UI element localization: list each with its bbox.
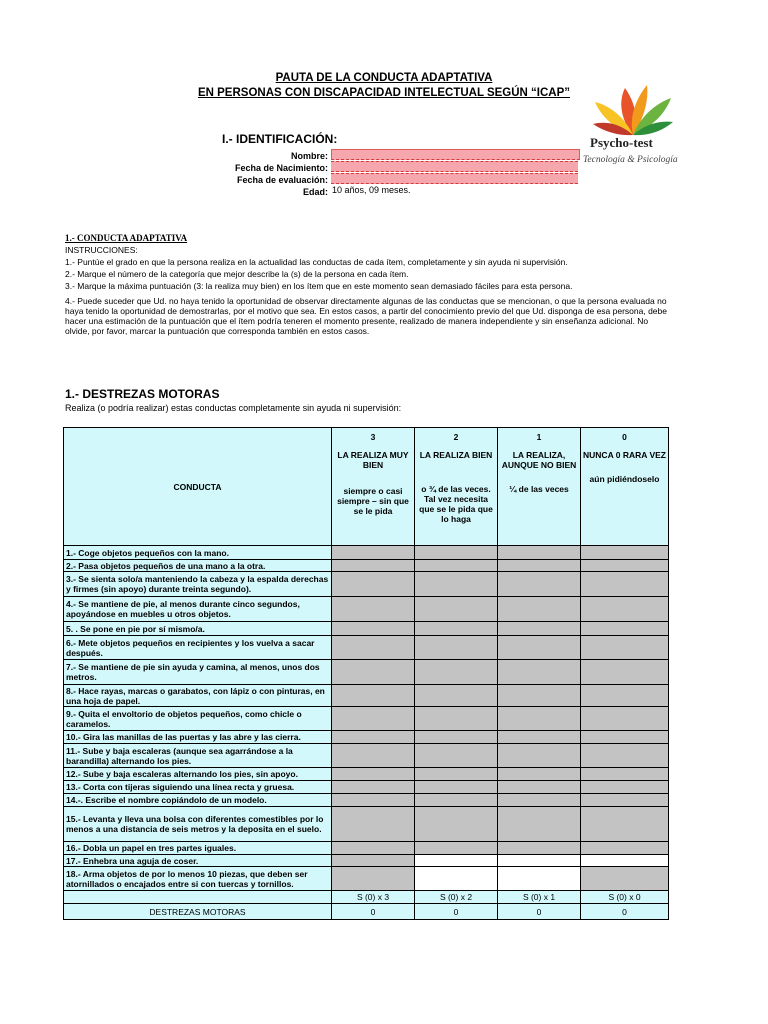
score-cell[interactable] [498, 622, 581, 636]
score-cell[interactable] [415, 744, 498, 768]
score-cell[interactable] [415, 842, 498, 855]
score-cell[interactable] [581, 546, 669, 560]
sum-row-empty [64, 891, 332, 904]
item-label: 11.- Sube y baja escaleras (aunque sea agarrándose a la barandilla) alternando los pies. [64, 744, 332, 768]
score-cell[interactable] [498, 781, 581, 794]
instructions-label: INSTRUCCIONES: [65, 245, 138, 255]
score-cell[interactable] [332, 660, 415, 685]
table-row [64, 572, 669, 597]
column-label-1: LA REALIZA, AUNQUE NO BIEN [501, 450, 577, 470]
table-row [64, 731, 669, 744]
column-header-3 [332, 428, 415, 546]
column-label-0: NUNCA 0 RARA VEZ [583, 450, 666, 460]
item-label: 4.- Se mantiene de pie, al menos durante cinco segundos, apoyándose en muebles u otros objetos. [64, 597, 332, 622]
table-row [64, 660, 669, 685]
score-cell[interactable] [581, 768, 669, 781]
sum-label: S (0) x 3 [332, 891, 415, 904]
score-cell[interactable] [581, 744, 669, 768]
item-label: 18.- Arma objetos de por lo menos 10 piezas, que deben ser atornillados o encajados entre si con tuercas y tornillos. [64, 867, 332, 891]
score-cell[interactable] [332, 768, 415, 781]
score-cell[interactable] [581, 597, 669, 622]
score-cell[interactable] [498, 867, 581, 891]
score-cell[interactable] [581, 622, 669, 636]
score-cell[interactable] [498, 636, 581, 660]
column-desc-2: o ¾ de las veces. Tal vez necesita que se le pida que lo haga [419, 484, 493, 524]
score-cell[interactable] [581, 794, 669, 807]
total-value: 0 [581, 904, 669, 920]
score-cell[interactable] [332, 685, 415, 707]
score-cell[interactable] [498, 560, 581, 572]
table-row [64, 622, 669, 636]
instruction-1: 1.- Puntúe el grado en que la persona realiza en la actualidad las conductas de cada ítem, completamente y sin ayuda ni supervisión. [65, 257, 568, 267]
item-label: 13.- Corta con tijeras siguiendo una línea recta y gruesa. [64, 781, 332, 794]
item-label: 6.- Mete objetos pequeños en recipientes y los vuelva a sacar después. [64, 636, 332, 660]
sum-label: S (0) x 0 [581, 891, 669, 904]
total-value: 0 [332, 904, 415, 920]
logo-name: Psycho-test [590, 135, 653, 150]
column-desc-0: aún pidiéndoselo [589, 474, 660, 484]
document-title-line1: PAUTA DE LA CONDUCTA ADAPTATIVA [275, 72, 493, 84]
document-title-line2: EN PERSONAS CON DISCAPACIDAD INTELECTUAL SEGÚN “ICAP” [197, 87, 571, 99]
score-cell[interactable] [581, 807, 669, 842]
score-cell[interactable] [332, 781, 415, 794]
score-cell[interactable] [332, 855, 415, 867]
evaluation-date-field[interactable] [331, 173, 578, 184]
table-row [64, 794, 669, 807]
score-cell[interactable] [332, 744, 415, 768]
score-cell[interactable] [581, 685, 669, 707]
total-label: DESTREZAS MOTORAS [64, 904, 332, 920]
total-value: 0 [498, 904, 581, 920]
score-cell[interactable] [415, 546, 498, 560]
score-cell[interactable] [415, 660, 498, 685]
item-label: 1.- Coge objetos pequeños con la mano. [64, 546, 332, 560]
table-row [64, 867, 669, 891]
column-desc-3: siempre o casi siempre – sin que se le pida [337, 486, 409, 516]
score-cell[interactable] [498, 597, 581, 622]
score-cell[interactable] [581, 731, 669, 744]
age-value: 10 años, 09 meses. [332, 185, 411, 195]
table-row [64, 597, 669, 622]
score-cell[interactable] [332, 622, 415, 636]
score-cell[interactable] [581, 781, 669, 794]
table-row [64, 707, 669, 731]
score-0: 0 [622, 432, 627, 442]
name-label: Nombre: [290, 151, 328, 161]
score-cell[interactable] [581, 842, 669, 855]
instruction-2: 2.- Marque el número de la categoría que mejor describe la (s) de la persona en cada ítem. [65, 269, 409, 279]
score-cell[interactable] [415, 560, 498, 572]
score-cell[interactable] [415, 707, 498, 731]
score-cell[interactable] [332, 794, 415, 807]
score-cell[interactable] [498, 842, 581, 855]
score-cell[interactable] [581, 572, 669, 597]
score-cell[interactable] [415, 622, 498, 636]
score-cell[interactable] [415, 572, 498, 597]
score-cell[interactable] [332, 560, 415, 572]
score-cell[interactable] [498, 794, 581, 807]
table-row [64, 768, 669, 781]
item-label: 15.- Levanta y lleva una bolsa con diferentes comestibles por lo menos a una distancia de seis metros y la deposita en el suelo. [64, 807, 332, 842]
item-label: 7.- Se mantiene de pie sin ayuda y camina, al menos, unos dos metros. [64, 660, 332, 685]
item-label: 17.- Enhebra una aguja de coser. [64, 855, 332, 867]
table-row [64, 744, 669, 768]
table-row [64, 546, 669, 560]
score-cell[interactable] [415, 731, 498, 744]
score-cell[interactable] [498, 546, 581, 560]
score-cell[interactable] [415, 807, 498, 842]
score-cell[interactable] [332, 636, 415, 660]
psycho-test-logo-icon [583, 80, 683, 180]
score-cell[interactable] [332, 731, 415, 744]
instruction-3: 3.- Marque la máxima puntuación (3: la realiza muy bien) en los ítem que en este momento sean demasiado fáciles para esta persona. [65, 281, 573, 291]
score-cell[interactable] [332, 867, 415, 891]
column-header-1 [498, 428, 581, 546]
evaluation-date-label: Fecha de evaluación: [236, 175, 328, 185]
item-label: 12.- Sube y baja escaleras alternando los pies, sin apoyo. [64, 768, 332, 781]
identification-heading: I.- IDENTIFICACIÓN: [222, 132, 338, 146]
score-1: 1 [536, 432, 542, 442]
score-cell[interactable] [415, 867, 498, 891]
item-label: 2.- Pasa objetos pequeños de una mano a la otra. [64, 560, 332, 572]
score-cell[interactable] [332, 546, 415, 560]
column-header-0 [581, 428, 669, 546]
total-row [64, 904, 669, 920]
score-cell[interactable] [415, 855, 498, 867]
score-cell[interactable] [415, 781, 498, 794]
score-cell[interactable] [581, 560, 669, 572]
score-cell[interactable] [581, 636, 669, 660]
motor-skills-note: Realiza (o podría realizar) estas conductas completamente sin ayuda ni supervisión: [65, 403, 402, 413]
score-cell[interactable] [415, 685, 498, 707]
section-heading: 1.- CONDUCTA ADAPTATIVA [65, 233, 188, 243]
sum-label: S (0) x 1 [498, 891, 581, 904]
item-label: 14.-. Escribe el nombre copiándolo de un modelo. [64, 794, 332, 807]
score-cell[interactable] [498, 855, 581, 867]
column-header-2 [415, 428, 498, 546]
score-cell[interactable] [498, 731, 581, 744]
score-cell[interactable] [332, 572, 415, 597]
birthdate-field[interactable] [331, 161, 578, 172]
column-desc-1: ¼ de las veces [509, 484, 569, 494]
conduct-header: CONDUCTA [64, 428, 332, 546]
score-3: 3 [370, 432, 376, 442]
score-cell[interactable] [332, 707, 415, 731]
table-row [64, 842, 669, 855]
score-cell[interactable] [498, 768, 581, 781]
motor-skills-table [63, 427, 669, 920]
score-cell[interactable] [332, 807, 415, 842]
table-row [64, 781, 669, 794]
score-cell[interactable] [498, 807, 581, 842]
instruction-4: 4.- Puede suceder que Ud. no haya tenido la oportunidad de observar directamente algunas de las conductas que se mencionan, o que la persona evaluada no haya tenido la oportunidad de demostrarlas, por el motivo que sea. En estos casos, a partir del conocimiento previo del que Ud. disponga de esa persona, debe hacer una estimación de la puntuación que el ítem podría teneren el momento presente, realizado de manera independiente y sin enseñanza adicional. No olvide, por favor, marcar la puntuación que corresponda también en estos casos. [65, 296, 667, 336]
table-row [64, 685, 669, 707]
score-2: 2 [453, 432, 459, 442]
score-cell[interactable] [332, 597, 415, 622]
table-row [64, 807, 669, 842]
score-cell[interactable] [415, 768, 498, 781]
item-label: 3.- Se sienta solo/a manteniendo la cabeza y la espalda derechas y firmes (sin apoyo) durante treinta segundo). [64, 572, 332, 597]
score-cell[interactable] [415, 636, 498, 660]
age-label: Edad: [302, 187, 328, 197]
name-field[interactable] [331, 149, 580, 160]
table-row [64, 560, 669, 572]
motor-skills-heading: 1.- DESTREZAS MOTORAS [65, 387, 220, 401]
birthdate-label: Fecha de Nacimiento: [234, 163, 328, 173]
score-cell[interactable] [415, 597, 498, 622]
item-label: 16.- Dobla un papel en tres partes iguales. [64, 842, 332, 855]
score-cell[interactable] [415, 794, 498, 807]
column-label-3: LA REALIZA MUY BIEN [337, 450, 409, 470]
sum-row [64, 891, 669, 904]
sum-label: S (0) x 2 [415, 891, 498, 904]
score-cell[interactable] [498, 660, 581, 685]
score-cell[interactable] [581, 855, 669, 867]
score-cell[interactable] [498, 744, 581, 768]
table-row [64, 636, 669, 660]
table-row [64, 855, 669, 867]
logo-tagline: Tecnología & Psicología [583, 155, 678, 165]
score-cell[interactable] [581, 660, 669, 685]
item-label: 9.- Quita el envoltorio de objetos pequeños, como chicle o caramelos. [64, 707, 332, 731]
score-cell[interactable] [581, 707, 669, 731]
score-cell[interactable] [498, 707, 581, 731]
total-value: 0 [415, 904, 498, 920]
score-cell[interactable] [498, 685, 581, 707]
column-label-2: LA REALIZA BIEN [419, 450, 493, 460]
score-cell[interactable] [332, 842, 415, 855]
score-cell[interactable] [581, 867, 669, 891]
item-label: 10.- Gira las manillas de las puertas y las abre y las cierra. [64, 731, 332, 744]
item-label: 8.- Hace rayas, marcas o garabatos, con lápiz o con pinturas, en una hoja de papel. [64, 685, 332, 707]
score-cell[interactable] [498, 572, 581, 597]
item-label: 5. . Se pone en pie por sí mismo/a. [64, 622, 332, 636]
